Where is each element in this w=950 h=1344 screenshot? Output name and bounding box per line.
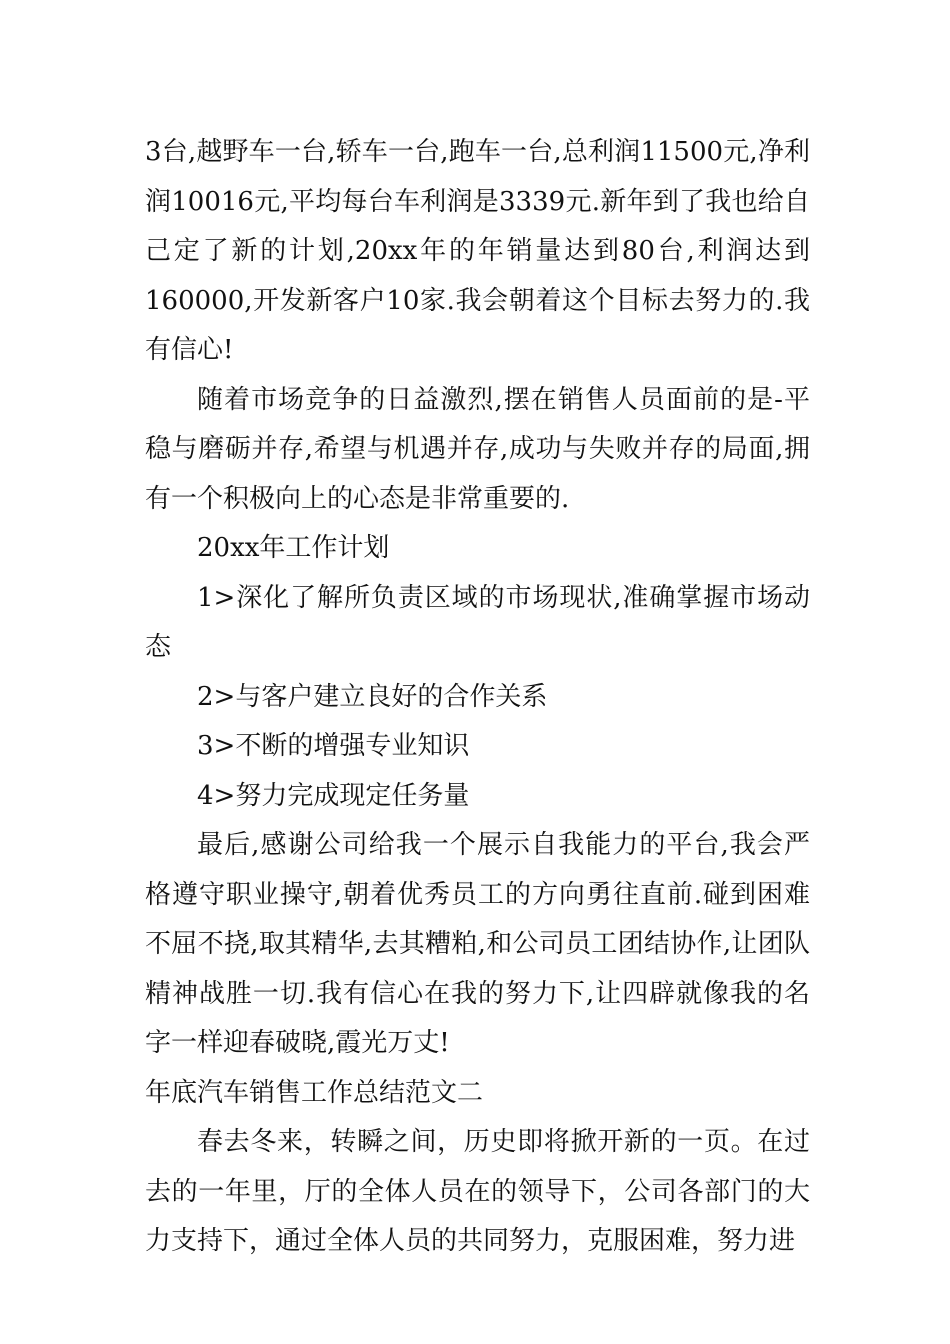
paragraph-closing-thanks: 最后,感谢公司给我一个展示自我能力的平台,我会严格遵守职业操守,朝着优秀员工的方向勇往直前.碰到困难不屈不挠,取其精华,去其糟粕,和公司员工团结协作,让团队精神战胜一切.我有信心在我的努力下,让四辟就像我的名字一样迎春破晓,霞光万丈! <box>145 830 810 1058</box>
work-plan-item-3: 3>不断的增强专业知识 <box>197 731 470 761</box>
paragraph-section-intro: 春去冬来，转瞬之间，历史即将掀开新的一页。在过去的一年里，厅的全体人员在的领导下，公司各部门的大力支持下，通过全体人员的共同努力，克服困难，努力进 <box>145 1127 810 1256</box>
work-plan-item-1: 1>深化了解所负责区域的市场现状,准确掌握市场动态 <box>145 582 810 662</box>
work-plan-item-2: 2>与客户建立良好的合作关系 <box>197 681 548 712</box>
work-plan-item-4: 4>努力完成现定任务量 <box>197 780 470 811</box>
document-page <box>145 128 810 1267</box>
work-plan-title: 20xx年工作计划 <box>197 533 390 563</box>
section-heading: 年底汽车销售工作总结范文二 <box>145 1077 484 1108</box>
paragraph-market-attitude: 随着市场竞争的日益激烈,摆在销售人员面前的是-平稳与磨砺并存,希望与机遇并存,成功与失败并存的局面,拥有一个积极向上的心态是非常重要的. <box>145 384 810 514</box>
paragraph-sales-summary: 3台,越野车一台,轿车一台,跑车一台,总利润11500元,净利润10016元,平均每台车利润是3339元.新年到了我也给自己定了新的计划,20xx年的年销量达到80台,利润达到160000,开发新客户10家.我会朝着这个目标去努力的.我有信心! <box>145 137 810 365</box>
